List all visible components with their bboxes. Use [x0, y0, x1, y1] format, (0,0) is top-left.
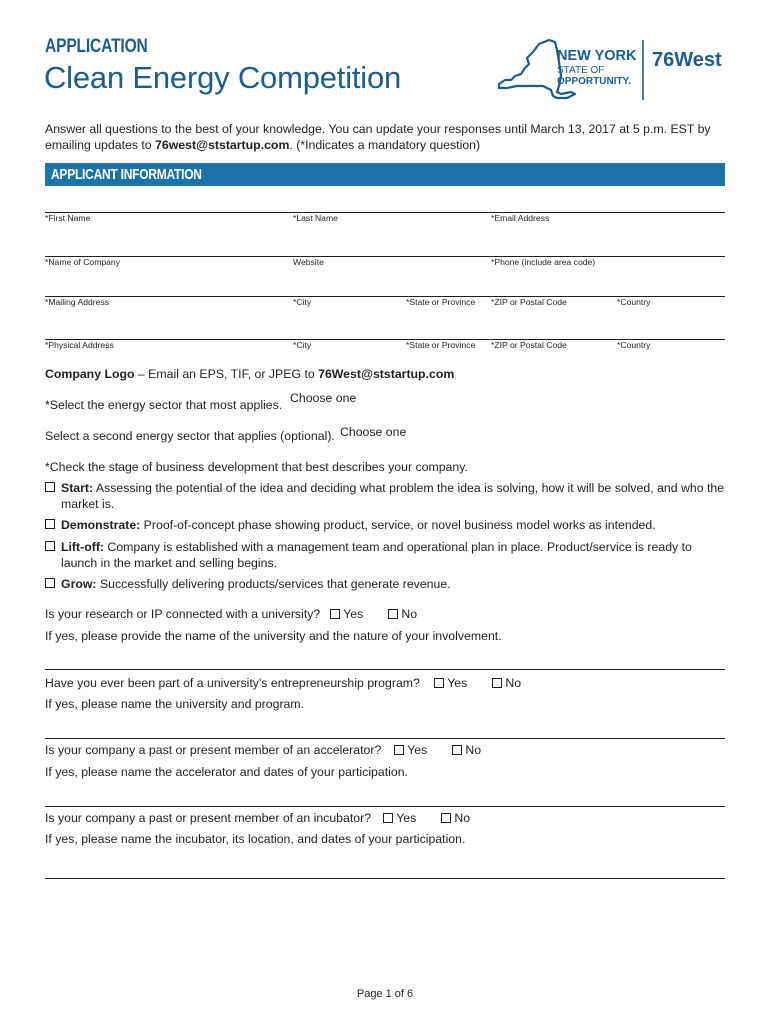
stage-liftoff-checkbox[interactable] — [45, 541, 55, 551]
stage-prompt: *Check the stage of business development that best describes your company. — [45, 460, 468, 474]
answer-line — [45, 878, 725, 879]
university-answer-field[interactable] — [45, 642, 725, 668]
intro-text — [45, 121, 725, 153]
mailing-zip-label: *ZIP or Postal Code — [491, 297, 567, 307]
accelerator-yes-option[interactable] — [394, 743, 427, 757]
university-no-checkbox[interactable] — [388, 609, 398, 619]
accelerator-no-checkbox[interactable] — [452, 745, 462, 755]
incubator-yes-label: Yes — [396, 811, 417, 825]
stage-start-checkbox[interactable] — [45, 482, 55, 492]
stage-start-name: Start: — [61, 481, 94, 495]
stage-grow-checkbox[interactable] — [45, 578, 55, 588]
accelerator-question: Is your company a past or present member of an accelerator? — [45, 743, 382, 757]
accelerator-no-option[interactable] — [452, 743, 481, 757]
mailing-country-label: *Country — [617, 297, 651, 307]
university-follow-up: If yes, please provide the name of the university and the nature of your involvement. — [45, 629, 502, 643]
stage-option-liftoff — [45, 539, 725, 571]
entrepreneurship-no-checkbox[interactable] — [492, 678, 502, 688]
university-yes-label: Yes — [343, 607, 364, 621]
university-question: Is your research or IP connected with a university? — [45, 607, 321, 621]
mailing-address-label: *Mailing Address — [45, 297, 110, 307]
incubator-yes-option[interactable] — [383, 811, 416, 825]
incubator-no-checkbox[interactable] — [441, 813, 451, 823]
physical-zip-label: *ZIP or Postal Code — [491, 340, 567, 350]
secondary-sector-label: Select a second energy sector that applies (optional). — [45, 429, 335, 443]
primary-sector-label: *Select the energy sector that most applies. — [45, 398, 283, 412]
university-no-label: No — [401, 607, 418, 621]
email-label: *Email Address — [491, 213, 550, 223]
company-name-label: *Name of Company — [45, 257, 120, 267]
logo-76west: 76West — [652, 49, 722, 71]
stage-liftoff-name: Lift-off: — [61, 540, 105, 554]
entrepreneurship-no-label: No — [505, 676, 522, 690]
company-logo-email[interactable]: 76West@ststartup.com — [318, 367, 455, 381]
mailing-city-label: *City — [293, 297, 312, 307]
entrepreneurship-yes-checkbox[interactable] — [434, 678, 444, 688]
mailing-city-field[interactable] — [293, 308, 399, 336]
physical-state-label: *State or Province — [406, 340, 476, 350]
stage-grow-desc: Successfully delivering products/services that generate revenue. — [96, 577, 451, 591]
entrepreneurship-answer-field[interactable] — [45, 711, 725, 737]
secondary-sector-select[interactable]: Choose one — [340, 425, 407, 439]
accelerator-no-label: No — [465, 743, 482, 757]
phone-label: *Phone (include area code) — [491, 257, 596, 267]
incubator-yes-checkbox[interactable] — [383, 813, 393, 823]
university-no-option[interactable] — [388, 607, 417, 621]
mailing-state-label: *State or Province — [406, 297, 476, 307]
incubator-no-option[interactable] — [441, 811, 470, 825]
physical-address-label: *Physical Address — [45, 340, 114, 350]
entrepreneurship-question: Have you ever been part of a university's entrepreneurship program? — [45, 676, 420, 690]
accelerator-yes-checkbox[interactable] — [394, 745, 404, 755]
company-name-field[interactable] — [45, 268, 285, 294]
mailing-country-field[interactable] — [617, 308, 725, 336]
website-field[interactable] — [293, 268, 483, 294]
stage-option-start — [45, 480, 725, 512]
nys-76west-logo — [497, 36, 737, 104]
intro-part2: . (*Indicates a mandatory question) — [289, 138, 481, 152]
entrepreneurship-yes-label: Yes — [447, 676, 468, 690]
stage-grow-name: Grow: — [61, 577, 97, 591]
physical-city-label: *City — [293, 340, 312, 350]
logo-new-york: NEW YORK — [557, 48, 637, 64]
entrepreneurship-no-option[interactable] — [492, 676, 521, 690]
incubator-question: Is your company a past or present member of an incubator? — [45, 811, 372, 825]
accelerator-answer-field[interactable] — [45, 779, 725, 805]
company-logo-middle: – Email an EPS, TIF, or JPEG to — [134, 367, 319, 381]
first-name-field[interactable] — [45, 224, 285, 254]
stage-demonstrate-name: Demonstrate: — [61, 518, 141, 532]
university-yes-option[interactable] — [330, 607, 363, 621]
physical-country-label: *Country — [617, 340, 651, 350]
last-name-label: *Last Name — [293, 213, 338, 223]
company-logo-label: Company Logo — [45, 367, 135, 381]
logo-state-of: STATE OF — [557, 65, 605, 76]
answer-line — [45, 669, 725, 670]
entrepreneurship-yes-option[interactable] — [434, 676, 467, 690]
section-title: APPLICANT INFORMATION — [51, 166, 202, 183]
stage-option-grow — [45, 576, 725, 592]
last-name-field[interactable] — [293, 224, 483, 254]
page-number: Page 1 of 6 — [356, 988, 414, 1000]
stage-start-desc: Assessing the potential of the idea and deciding what problem the idea is solving, how it will be solved, and who the market is. — [61, 481, 725, 511]
first-name-label: *First Name — [45, 213, 91, 223]
accelerator-yes-label: Yes — [407, 743, 428, 757]
logo-opportunity: OPPORTUNITY. — [557, 76, 631, 87]
divider — [45, 256, 725, 257]
page-title: Clean Energy Competition — [44, 60, 402, 95]
company-logo-instruction — [45, 367, 454, 381]
mailing-zip-field[interactable] — [491, 308, 611, 336]
incubator-answer-field[interactable] — [45, 847, 725, 877]
stage-demonstrate-desc: Proof-of-concept phase showing product, service, or novel business model works as intended. — [140, 518, 656, 532]
primary-sector-select[interactable]: Choose one — [290, 391, 357, 405]
incubator-follow-up: If yes, please name the incubator, its location, and dates of your participation. — [45, 832, 466, 846]
website-label: Website — [293, 257, 324, 267]
stage-option-demonstrate — [45, 517, 725, 533]
stage-liftoff-desc: Company is established with a management team and operational plan in place. Product/service is ready to launch in the market and selling begins. — [61, 540, 692, 570]
university-yes-checkbox[interactable] — [330, 609, 340, 619]
divider — [45, 212, 725, 213]
accelerator-follow-up: If yes, please name the accelerator and dates of your participation. — [45, 765, 408, 779]
answer-line — [45, 806, 725, 807]
intro-email[interactable]: 76west@ststartup.com — [155, 138, 290, 152]
stage-demonstrate-checkbox[interactable] — [45, 519, 55, 529]
section-header — [45, 163, 725, 186]
email-field[interactable] — [491, 224, 725, 254]
incubator-no-label: No — [454, 811, 471, 825]
intro-part1: Answer all questions to the best of your knowledge. You can update your responses until March 13, 2017 at 5 p.m. EST by emailing updates to — [45, 122, 711, 152]
answer-line — [45, 738, 725, 739]
entrepreneurship-follow-up: If yes, please name the university and program. — [45, 697, 305, 711]
mailing-state-field[interactable] — [406, 308, 486, 336]
phone-field[interactable] — [491, 268, 725, 294]
application-kicker: APPLICATION — [45, 36, 148, 57]
mailing-address-field[interactable] — [45, 308, 285, 336]
